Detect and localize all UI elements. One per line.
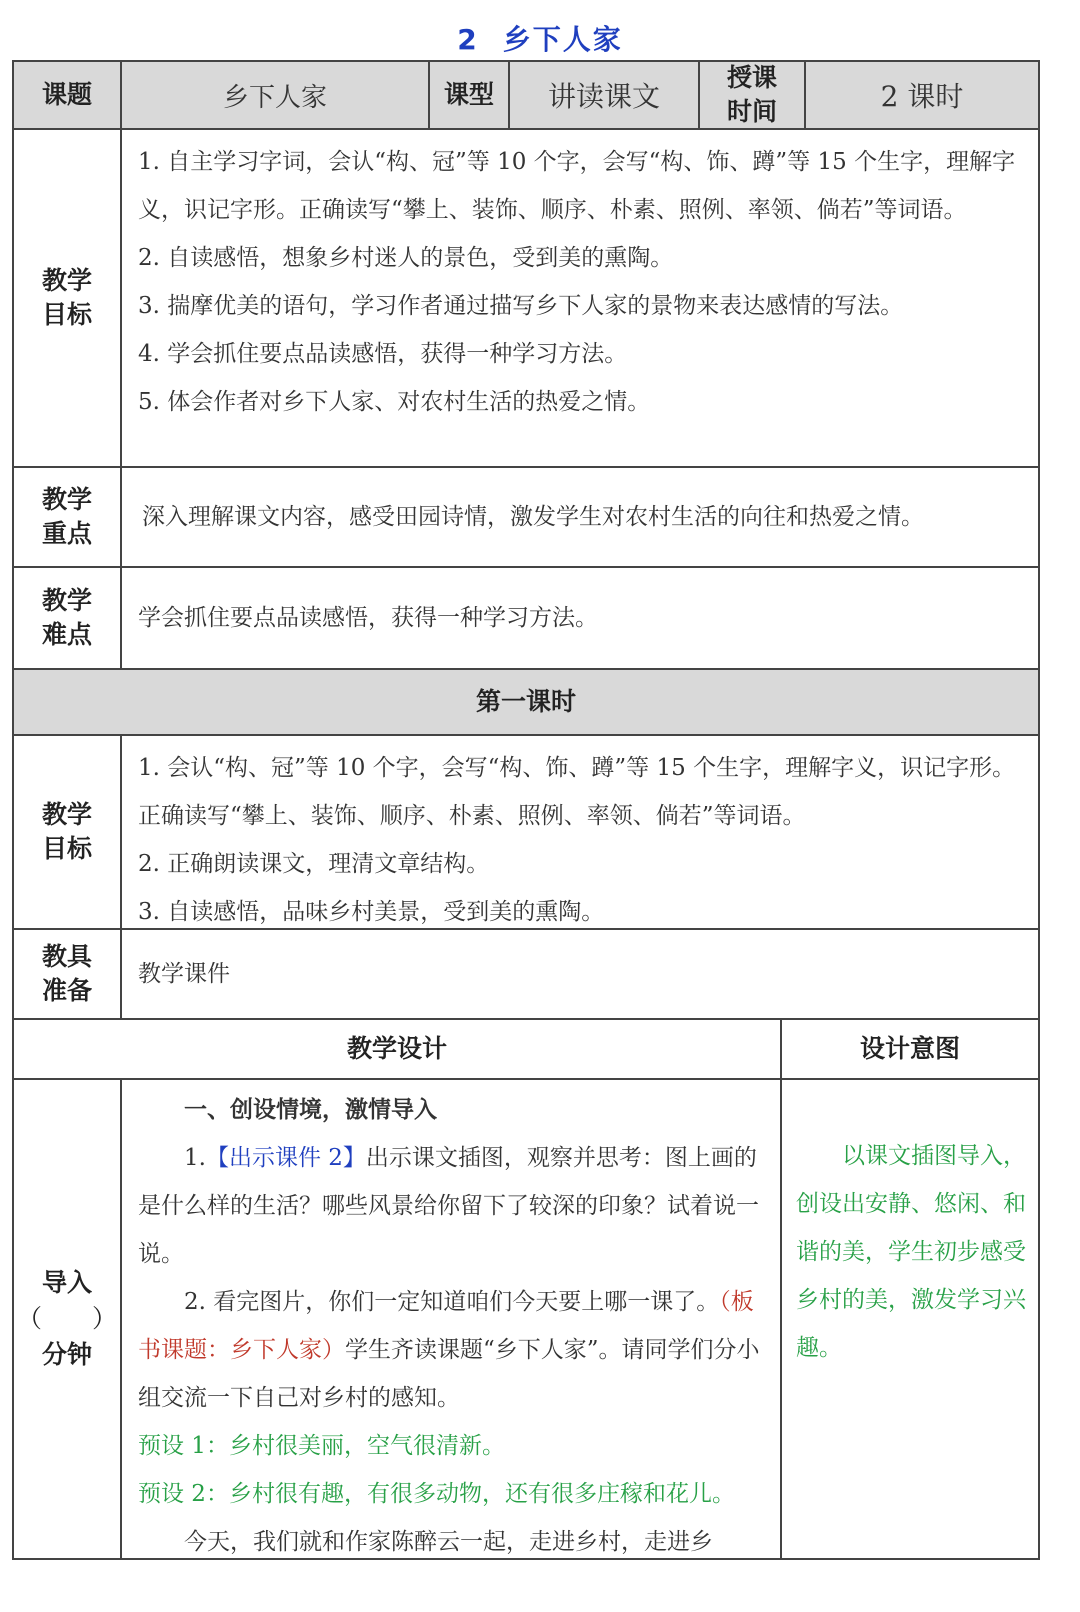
goal-item-3: 3. 揣摩优美的语句，学习作者通过描写乡下人家的景物来表达感情的写法。 — [138, 293, 904, 319]
tools-label-cell — [12, 928, 122, 1020]
difficulties-text: 学会抓住要点品读感悟，获得一种学习方法。 — [138, 605, 598, 631]
lesson-goals-label-line2: 目标 — [41, 834, 92, 863]
goal-item-5: 5. 体会作者对乡下人家、对农村生活的热爱之情。 — [138, 389, 651, 415]
preset-1: 预设 1：乡村很美丽，空气很清新。 — [138, 1433, 505, 1459]
lesson-goal-item-2: 2. 正确朗读课文，理清文章结构。 — [138, 851, 490, 877]
difficulties-label-line2: 难点 — [41, 620, 92, 649]
p2-text: 2. 看完图片，你们一定知道咱们今天要上哪一课了。 — [184, 1289, 720, 1315]
type-label: 课型 — [443, 80, 494, 109]
key-points-label-cell — [12, 466, 122, 568]
topic-value-cell — [120, 60, 430, 130]
key-points-label-line2: 重点 — [41, 519, 92, 548]
lesson-goal-item-3: 3. 自读感悟，品味乡村美景，受到美的熏陶。 — [138, 899, 605, 925]
lesson-goals-label-line1: 教学 — [41, 800, 92, 829]
intro-label-cell — [12, 1078, 122, 1560]
board-note: （板书课题：乡下人家） — [138, 1289, 754, 1363]
key-points-text: 深入理解课文内容，感受田园诗情，激发学生对农村生活的向往和热爱之情。 — [142, 504, 924, 530]
tools-label-line1: 教具 — [41, 942, 92, 971]
tools-content-cell — [120, 928, 1040, 1020]
intro-paragraph-1 — [138, 1134, 774, 1278]
time-label-line1: 授课 — [726, 63, 777, 92]
courseware-tag: 【出示课件 2】 — [205, 1145, 366, 1171]
time-value: 2 课时 — [880, 80, 964, 113]
goal-item-4: 4. 学会抓住要点品读感悟，获得一种学习方法。 — [138, 341, 628, 367]
lesson-one-heading: 第一课时 — [475, 687, 576, 716]
intro-label-line2: （ ） — [16, 1304, 117, 1333]
lesson-number: 2 — [457, 23, 479, 56]
topic-value: 乡下人家 — [222, 82, 327, 113]
lesson-goal-item-1: 1. 会认“构、冠”等 10 个字，会写“构、饰、蹲”等 15 个生字，理解字义，识记字形。正确读写“攀上、装饰、顺序、朴素、照例、率领、倘若”等词语。 — [138, 755, 1016, 829]
intent-header: 设计意图 — [859, 1034, 960, 1063]
difficulties-label-cell — [12, 566, 122, 670]
goals-label-line2: 目标 — [41, 300, 92, 329]
goals-content-cell — [120, 128, 1040, 468]
lesson-goals-label-cell — [12, 734, 122, 930]
time-label-line2: 时间 — [726, 97, 777, 126]
intro-intent-cell — [780, 1078, 1040, 1560]
topic-label-cell — [12, 60, 122, 130]
goal-item-2: 2. 自读感悟，想象乡村迷人的景色，受到美的熏陶。 — [138, 245, 674, 271]
lesson-goals-content-cell — [120, 734, 1040, 930]
design-header-cell — [12, 1018, 782, 1080]
key-points-content-cell — [120, 466, 1040, 568]
p1-prefix: 1. — [184, 1145, 206, 1171]
tools-value: 教学课件 — [138, 961, 230, 987]
intro-label-line3: 分钟 — [41, 1340, 92, 1369]
intro-intent-text: 以课文插图导入，创设出安静、悠闲、和谐的美，学生初步感受乡村的美，激发学习兴趣。 — [796, 1143, 1026, 1361]
design-header: 教学设计 — [346, 1034, 447, 1063]
goal-item-1: 1. 自主学习字词，会认“构、冠”等 10 个字，会写“构、饰、蹲”等 15 个生字，理解字义，识记字形。正确读写“攀上、装饰、顺序、朴素、照例、率领、倘若”等词语。 — [138, 149, 1016, 223]
topic-label: 课题 — [41, 80, 92, 109]
p1-text: 出示课文插图，观察并思考：图上画的是什么样的生活？哪些风景给你留下了较深的印象？试着说一说。 — [138, 1145, 759, 1267]
type-value: 讲读课文 — [547, 80, 660, 113]
lesson-title: 乡下人家 — [502, 23, 623, 56]
goals-label-cell — [12, 128, 122, 468]
intro-paragraph-2 — [138, 1278, 774, 1422]
intro-label-line1: 导入 — [41, 1268, 92, 1297]
difficulties-content-cell — [120, 566, 1040, 670]
document-title — [0, 18, 1080, 58]
type-value-cell — [508, 60, 700, 130]
intro-content-cell — [120, 1078, 782, 1560]
intro-subheading: 一、创设情境，激情导入 — [184, 1097, 437, 1123]
type-label-cell — [428, 60, 510, 130]
time-label-cell — [698, 60, 806, 130]
preset-2: 预设 2：乡村很有趣，有很多动物，还有很多庄稼和花儿。 — [138, 1481, 735, 1507]
key-points-label-line1: 教学 — [41, 485, 92, 514]
goals-label-line1: 教学 — [41, 266, 92, 295]
time-value-cell — [804, 60, 1040, 130]
tools-label-line2: 准备 — [41, 976, 92, 1005]
intent-header-cell — [780, 1018, 1040, 1080]
intro-paragraph-3: 今天，我们就和作家陈醉云一起，走进乡村，走进乡 — [184, 1529, 713, 1555]
lesson-one-heading-cell — [12, 668, 1040, 736]
difficulties-label-line1: 教学 — [41, 586, 92, 615]
p2-rest: 学生齐读课题“乡下人家”。请同学们分小组交流一下自己对乡村的感知。 — [138, 1337, 760, 1411]
